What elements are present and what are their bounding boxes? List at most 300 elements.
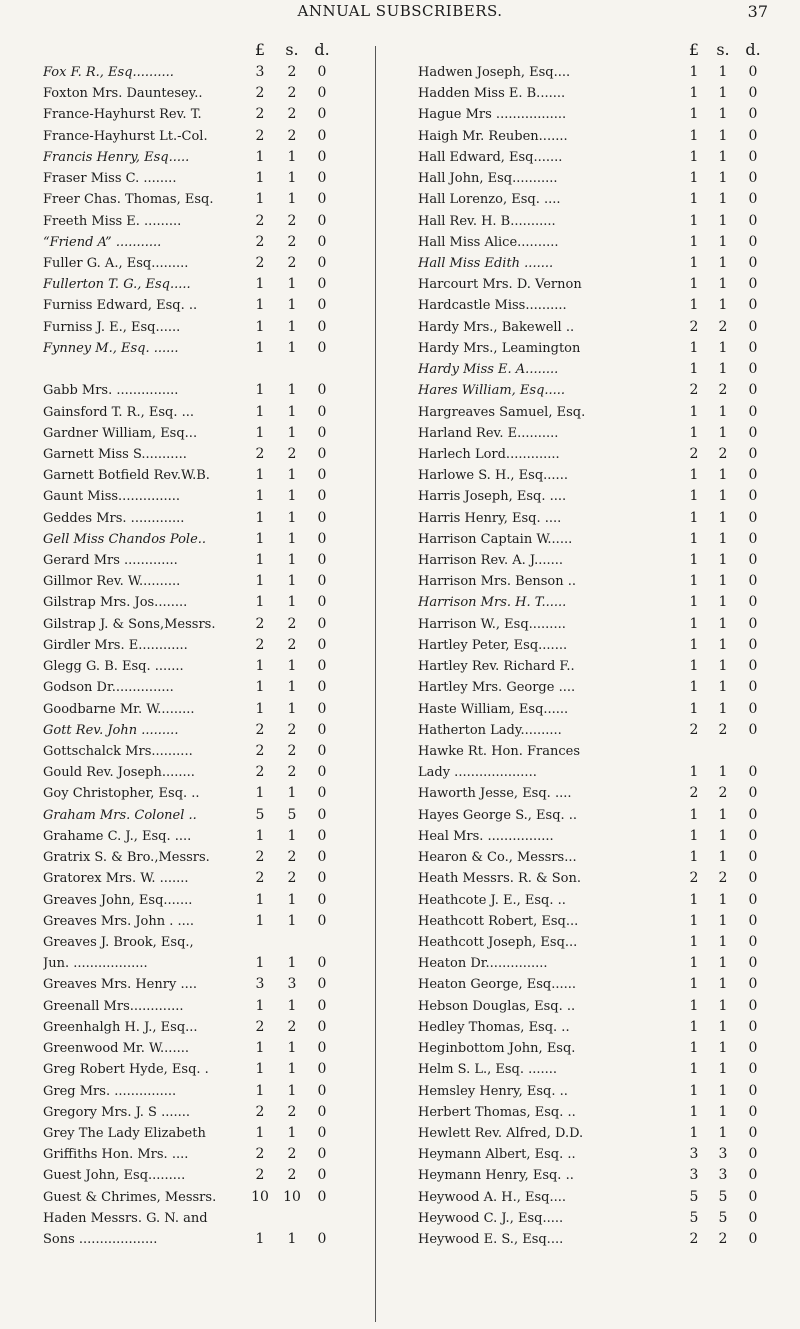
shillings-value: 1 bbox=[718, 1018, 728, 1035]
pence-value: 0 bbox=[317, 148, 327, 165]
subscriber-name: Graham Mrs. Colonel .. bbox=[43, 807, 197, 823]
subscriber-row bbox=[43, 1017, 338, 1038]
pounds-value: 1 bbox=[255, 148, 265, 165]
subscriber-row bbox=[418, 444, 763, 465]
subscriber-row bbox=[418, 423, 763, 444]
subscriber-row bbox=[418, 1208, 763, 1229]
subscriber-row bbox=[418, 911, 763, 932]
subscriber-name: Heaton George, Esq...... bbox=[418, 977, 577, 993]
pence-value: 0 bbox=[748, 127, 758, 144]
subscriber-name: Gott Rev. John ......... bbox=[43, 722, 179, 738]
subscriber-name: Gilstrap J. & Sons,Messrs. bbox=[43, 616, 216, 632]
pounds-value: 1 bbox=[689, 573, 699, 590]
subscriber-row bbox=[43, 1144, 338, 1165]
shillings-value: 1 bbox=[718, 700, 728, 717]
subscriber-name: Girdler Mrs. E............ bbox=[43, 637, 188, 653]
pence-value: 0 bbox=[317, 573, 327, 590]
subscriber-name: Foxton Mrs. Dauntesey.. bbox=[43, 86, 203, 102]
pence-value: 0 bbox=[317, 743, 327, 759]
shillings-value: 2 bbox=[718, 318, 728, 335]
subscriber-name: Greenhalgh H. J., Esq... bbox=[43, 1019, 198, 1035]
pounds-value: 1 bbox=[255, 785, 265, 802]
pounds-value: 2 bbox=[255, 127, 265, 144]
pence-value: 0 bbox=[317, 64, 327, 80]
shillings-value: 1 bbox=[718, 679, 728, 696]
shillings-value: 1 bbox=[287, 318, 297, 335]
pence-value: 0 bbox=[317, 1018, 327, 1035]
pounds-value: 1 bbox=[689, 488, 699, 505]
pence-value: 0 bbox=[317, 764, 327, 781]
shillings-value: 1 bbox=[718, 276, 728, 293]
subscriber-row bbox=[43, 826, 338, 847]
subscriber-name: Freer Chas. Thomas, Esq. bbox=[43, 192, 214, 208]
subscriber-row bbox=[418, 890, 763, 911]
pence-value: 0 bbox=[748, 721, 758, 738]
shillings-value: 1 bbox=[287, 658, 297, 675]
subscriber-name: Harrison W., Esq......... bbox=[418, 616, 566, 632]
pounds-value: 1 bbox=[689, 552, 699, 569]
pence-value: 0 bbox=[748, 594, 758, 611]
subscriber-row bbox=[43, 1038, 338, 1059]
subscriber-row bbox=[43, 592, 338, 613]
pounds-value: 2 bbox=[255, 1167, 265, 1184]
subscriber-row bbox=[418, 826, 763, 847]
subscriber-name: Hardy Miss E. A........ bbox=[418, 362, 559, 378]
subscriber-name: Garnett Botfield Rev.W.B. bbox=[43, 468, 210, 484]
pounds-value: 1 bbox=[255, 382, 265, 399]
pounds-value: 2 bbox=[689, 785, 699, 802]
subscriber-row bbox=[43, 762, 338, 783]
subscriber-name: Herbert Thomas, Esq. .. bbox=[418, 1104, 576, 1120]
pounds-value: 1 bbox=[689, 636, 699, 653]
subscriber-name: Lady .................... bbox=[418, 765, 537, 781]
pence-value: 0 bbox=[317, 806, 327, 823]
subscriber-row bbox=[43, 911, 338, 932]
pence-value: 0 bbox=[748, 764, 758, 781]
pence-value: 0 bbox=[317, 785, 327, 802]
shillings-value: 2 bbox=[287, 849, 297, 866]
shillings-value: 2 bbox=[718, 721, 728, 738]
subscriber-row bbox=[418, 699, 763, 720]
shillings-value: 1 bbox=[718, 912, 728, 929]
shillings-value: 1 bbox=[718, 1124, 728, 1141]
subscriber-row bbox=[418, 1144, 763, 1165]
pence-value: 0 bbox=[748, 785, 758, 802]
subscriber-row bbox=[418, 211, 763, 232]
pounds-value: 3 bbox=[689, 1167, 699, 1184]
shillings-value: 1 bbox=[287, 488, 297, 505]
subscriber-name: Gratorex Mrs. W. ....... bbox=[43, 871, 189, 887]
subscriber-row bbox=[418, 380, 763, 401]
subscriber-row bbox=[418, 1165, 763, 1186]
pounds-value: 1 bbox=[689, 1040, 699, 1057]
shillings-value: 1 bbox=[287, 191, 297, 208]
pounds-value: 2 bbox=[255, 1018, 265, 1035]
pence-value: 0 bbox=[748, 233, 758, 250]
subscriber-row bbox=[43, 1081, 338, 1102]
pounds-value: 1 bbox=[255, 530, 265, 547]
shillings-value: 1 bbox=[287, 594, 297, 611]
subscriber-row bbox=[418, 847, 763, 868]
subscriber-name: Haworth Jesse, Esq. .... bbox=[418, 786, 572, 802]
shillings-value: 1 bbox=[718, 1082, 728, 1099]
subscriber-name: Hemsley Henry, Esq. .. bbox=[418, 1083, 568, 1099]
shillings-value: 1 bbox=[718, 403, 728, 420]
subscriber-row bbox=[418, 83, 763, 104]
subscriber-name: Heath Messrs. R. & Son. bbox=[418, 871, 582, 887]
pounds-value: 2 bbox=[689, 721, 699, 738]
shillings-value: 1 bbox=[718, 891, 728, 908]
shillings-value: 2 bbox=[287, 1103, 297, 1120]
subscriber-row bbox=[418, 359, 763, 380]
shillings-value: 2 bbox=[287, 1018, 297, 1035]
subscriber-name: Heathcote J. E., Esq. .. bbox=[418, 892, 566, 908]
subscriber-name: Greg Mrs. ............... bbox=[43, 1083, 177, 1099]
subscriber-row bbox=[418, 253, 763, 274]
subscriber-name: Gerard Mrs ............. bbox=[43, 553, 178, 569]
subscriber-name: Glegg G. B. Esq. ....... bbox=[43, 659, 184, 675]
pounds-value: 1 bbox=[689, 594, 699, 611]
subscriber-row bbox=[43, 359, 338, 380]
pence-value: 0 bbox=[317, 318, 327, 335]
pence-value: 0 bbox=[317, 658, 327, 675]
pence-value: 0 bbox=[748, 106, 758, 123]
subscriber-name: Hartley Rev. Richard F.. bbox=[418, 659, 575, 675]
subscriber-row bbox=[43, 953, 338, 974]
pence-value: 0 bbox=[317, 212, 327, 229]
pounds-value: 1 bbox=[689, 997, 699, 1014]
subscriber-row bbox=[43, 508, 338, 529]
pounds-value: 1 bbox=[255, 276, 265, 293]
pounds-value: 2 bbox=[255, 1103, 265, 1120]
pence-value: 0 bbox=[317, 615, 327, 632]
pounds-value: 1 bbox=[689, 148, 699, 165]
pounds-value: 5 bbox=[255, 806, 265, 823]
pounds-value: 1 bbox=[689, 361, 699, 378]
shillings-value: 1 bbox=[287, 912, 297, 929]
pounds-value: 1 bbox=[689, 509, 699, 526]
pounds-value: 3 bbox=[255, 976, 265, 993]
subscriber-name: Hares William, Esq..... bbox=[418, 383, 566, 399]
shillings-value: 2 bbox=[287, 743, 297, 759]
shillings-value: 2 bbox=[718, 1231, 728, 1248]
subscriber-row bbox=[418, 1017, 763, 1038]
pence-value: 0 bbox=[317, 424, 327, 441]
subscriber-name: France-Hayhurst Lt.-Col. bbox=[43, 128, 208, 144]
subscriber-row bbox=[43, 868, 338, 889]
shillings-value: 1 bbox=[718, 148, 728, 165]
subscriber-row bbox=[43, 1059, 338, 1080]
pounds-value: 1 bbox=[689, 912, 699, 929]
subscriber-name: Heywood E. S., Esq.... bbox=[418, 1232, 564, 1248]
shillings-value: 1 bbox=[718, 636, 728, 653]
subscriber-name: Hargreaves Samuel, Esq. bbox=[418, 404, 586, 420]
subscriber-column-right bbox=[418, 40, 763, 1250]
subscriber-name: Harris Henry, Esq. .... bbox=[418, 510, 562, 526]
pounds-value: 1 bbox=[689, 827, 699, 844]
subscriber-name: Greenall Mrs............. bbox=[43, 998, 184, 1014]
subscriber-row bbox=[418, 338, 763, 359]
subscriber-row bbox=[43, 741, 338, 762]
subscriber-row bbox=[43, 104, 338, 125]
pounds-value: 1 bbox=[689, 339, 699, 356]
pounds-value: 1 bbox=[255, 1124, 265, 1141]
pence-value: 0 bbox=[317, 721, 327, 738]
subscriber-row bbox=[418, 996, 763, 1017]
pounds-value: 1 bbox=[689, 403, 699, 420]
pence-value: 0 bbox=[748, 806, 758, 823]
subscriber-row bbox=[43, 402, 338, 423]
subscriber-row bbox=[418, 974, 763, 995]
shillings-value: 5 bbox=[718, 1188, 728, 1205]
pence-value: 0 bbox=[748, 827, 758, 844]
subscriber-name: Garnett Miss S........... bbox=[43, 446, 187, 462]
subscriber-row bbox=[418, 168, 763, 189]
subscriber-row bbox=[418, 550, 763, 571]
pounds-value: 2 bbox=[255, 615, 265, 632]
subscriber-row bbox=[43, 274, 338, 295]
subscriber-name: Haste William, Esq...... bbox=[418, 701, 569, 717]
pounds-value: 1 bbox=[689, 212, 699, 229]
pence-value: 0 bbox=[748, 1146, 758, 1163]
pounds-value: 2 bbox=[255, 743, 265, 759]
shillings-value: 2 bbox=[718, 870, 728, 887]
pence-value: 0 bbox=[748, 424, 758, 441]
subscriber-row bbox=[418, 402, 763, 423]
column-divider bbox=[375, 46, 376, 1322]
shillings-value: 2 bbox=[287, 85, 297, 102]
shillings-value: 1 bbox=[718, 191, 728, 208]
subscriber-name: Hatherton Lady.......... bbox=[418, 722, 562, 738]
subscriber-name: Gaunt Miss............... bbox=[43, 489, 181, 505]
shillings-value: 10 bbox=[283, 1188, 301, 1205]
shillings-value: 1 bbox=[287, 573, 297, 590]
pounds-value: 1 bbox=[255, 424, 265, 441]
pounds-value: 2 bbox=[255, 849, 265, 866]
pence-value: 0 bbox=[748, 530, 758, 547]
shillings-value: 1 bbox=[287, 1231, 297, 1248]
pence-value: 0 bbox=[317, 509, 327, 526]
pounds-value: 2 bbox=[255, 233, 265, 250]
shillings-value: 2 bbox=[287, 254, 297, 271]
pence-header: d. bbox=[314, 40, 330, 59]
subscriber-row bbox=[43, 1208, 338, 1229]
pence-value: 0 bbox=[317, 530, 327, 547]
shillings-value: 1 bbox=[718, 573, 728, 590]
shillings-value: 1 bbox=[718, 658, 728, 675]
pence-value: 0 bbox=[748, 933, 758, 950]
subscriber-row bbox=[43, 656, 338, 677]
pounds-value: 1 bbox=[255, 318, 265, 335]
pounds-value: 1 bbox=[255, 467, 265, 484]
shillings-value: 1 bbox=[287, 148, 297, 165]
pence-value: 0 bbox=[317, 997, 327, 1014]
shillings-value: 2 bbox=[718, 445, 728, 462]
shillings-value: 2 bbox=[718, 382, 728, 399]
page-header bbox=[0, 0, 800, 40]
pence-value: 0 bbox=[748, 1018, 758, 1035]
pounds-value: 1 bbox=[689, 679, 699, 696]
subscriber-row bbox=[418, 741, 763, 762]
subscriber-row bbox=[43, 847, 338, 868]
subscriber-name: Hall Edward, Esq....... bbox=[418, 149, 563, 165]
pounds-value: 1 bbox=[689, 170, 699, 187]
subscriber-row bbox=[43, 168, 338, 189]
currency-header-right bbox=[418, 40, 763, 62]
shillings-value: 1 bbox=[718, 955, 728, 972]
pounds-value: 1 bbox=[255, 191, 265, 208]
pence-header: d. bbox=[745, 40, 761, 59]
shillings-value: 1 bbox=[287, 700, 297, 717]
shillings-value: 1 bbox=[287, 1082, 297, 1099]
pounds-value: 3 bbox=[255, 64, 265, 80]
subscriber-name: Hawke Rt. Hon. Frances bbox=[418, 744, 580, 759]
pence-value: 0 bbox=[748, 445, 758, 462]
pence-value: 0 bbox=[317, 1146, 327, 1163]
subscriber-row bbox=[43, 423, 338, 444]
shillings-value: 1 bbox=[718, 254, 728, 271]
subscriber-name: Gell Miss Chandos Pole.. bbox=[43, 531, 207, 547]
shillings-value: 1 bbox=[718, 64, 728, 80]
subscriber-row bbox=[43, 932, 338, 953]
shillings-value: 1 bbox=[287, 339, 297, 356]
pounds-value: 1 bbox=[255, 403, 265, 420]
pence-value: 0 bbox=[317, 339, 327, 356]
page-title: ANNUAL SUBSCRIBERS. bbox=[297, 2, 503, 20]
pounds-value: 1 bbox=[255, 827, 265, 844]
page-number: 37 bbox=[747, 2, 768, 21]
shillings-value: 1 bbox=[287, 424, 297, 441]
subscriber-name: Hardy Mrs., Bakewell .. bbox=[418, 319, 575, 335]
pence-value: 0 bbox=[317, 1231, 327, 1248]
subscriber-row bbox=[418, 1102, 763, 1123]
pounds-value: 1 bbox=[689, 85, 699, 102]
pounds-value: 1 bbox=[689, 1018, 699, 1035]
pence-value: 0 bbox=[748, 552, 758, 569]
subscriber-name: Guest John, Esq......... bbox=[43, 1168, 186, 1184]
pence-value: 0 bbox=[748, 700, 758, 717]
pounds-value: 1 bbox=[689, 976, 699, 993]
subscriber-row bbox=[43, 996, 338, 1017]
pounds-value: 1 bbox=[255, 1082, 265, 1099]
subscriber-row bbox=[43, 380, 338, 401]
subscriber-name: Gilstrap Mrs. Jos........ bbox=[43, 595, 188, 611]
subscriber-name: Gould Rev. Joseph........ bbox=[43, 765, 195, 781]
pounds-value: 1 bbox=[689, 1103, 699, 1120]
subscriber-name: Fynney M., Esq. ...... bbox=[43, 340, 179, 356]
pounds-value: 1 bbox=[689, 1082, 699, 1099]
subscriber-list-right bbox=[418, 62, 763, 1250]
subscriber-name: Harland Rev. E.......... bbox=[418, 425, 559, 441]
subscriber-name: Gillmor Rev. W.......... bbox=[43, 574, 181, 590]
subscriber-row bbox=[43, 550, 338, 571]
subscriber-name: Heathcott Joseph, Esq... bbox=[418, 934, 578, 950]
subscriber-name: Helm S. L., Esq. ....... bbox=[418, 1062, 558, 1078]
subscriber-name: Sons ................... bbox=[43, 1232, 158, 1248]
subscriber-name: Greg Robert Hyde, Esq. . bbox=[43, 1062, 209, 1078]
subscriber-name: Greaves John, Esq....... bbox=[43, 892, 193, 908]
shillings-value: 2 bbox=[718, 785, 728, 802]
subscriber-row bbox=[43, 974, 338, 995]
shillings-value: 1 bbox=[718, 976, 728, 993]
pence-value: 0 bbox=[748, 1061, 758, 1078]
subscriber-name: Harrison Rev. A. J....... bbox=[418, 553, 564, 569]
pence-value: 0 bbox=[317, 1103, 327, 1120]
pence-value: 0 bbox=[748, 1209, 758, 1226]
subscriber-row bbox=[418, 868, 763, 889]
pounds-value: 1 bbox=[255, 573, 265, 590]
subscriber-name: Hadden Miss E. B....... bbox=[418, 86, 566, 102]
shillings-value: 1 bbox=[287, 297, 297, 314]
subscriber-name: Grey The Lady Elizabeth bbox=[43, 1125, 206, 1141]
pounds-header: £ bbox=[254, 40, 266, 59]
subscriber-row bbox=[418, 1081, 763, 1102]
subscriber-name: Harcourt Mrs. D. Vernon bbox=[418, 277, 582, 293]
subscriber-row bbox=[43, 1123, 338, 1144]
subscriber-name: Haden Messrs. G. N. and bbox=[43, 1210, 208, 1226]
shillings-value: 1 bbox=[718, 933, 728, 950]
subscriber-name: Hall Rev. H. B........... bbox=[418, 213, 556, 229]
subscriber-row bbox=[418, 614, 763, 635]
shillings-value: 1 bbox=[718, 297, 728, 314]
subscriber-name: Greenwood Mr. W....... bbox=[43, 1041, 189, 1057]
subscriber-row bbox=[43, 486, 338, 507]
shillings-value: 2 bbox=[287, 127, 297, 144]
subscriber-row bbox=[418, 274, 763, 295]
subscriber-name: Heaton Dr............... bbox=[418, 956, 548, 972]
subscriber-name: Hardy Mrs., Leamington bbox=[418, 340, 581, 356]
pounds-value: 1 bbox=[689, 891, 699, 908]
subscriber-row bbox=[418, 953, 763, 974]
subscriber-name: Heymann Henry, Esq. .. bbox=[418, 1168, 574, 1184]
subscriber-name: Geddes Mrs. ............. bbox=[43, 510, 185, 526]
shillings-value: 1 bbox=[287, 785, 297, 802]
subscriber-row bbox=[43, 232, 338, 253]
shillings-value: 1 bbox=[718, 849, 728, 866]
subscriber-name: France-Hayhurst Rev. T. bbox=[43, 107, 202, 123]
subscriber-name: Heywood C. J., Esq..... bbox=[418, 1210, 564, 1226]
pounds-value: 2 bbox=[689, 445, 699, 462]
subscriber-name: Gardner William, Esq... bbox=[43, 425, 198, 441]
pounds-value: 1 bbox=[689, 276, 699, 293]
subscriber-row bbox=[418, 932, 763, 953]
pence-value: 0 bbox=[748, 573, 758, 590]
subscriber-row bbox=[43, 783, 338, 804]
pence-value: 0 bbox=[317, 827, 327, 844]
shillings-value: 1 bbox=[718, 212, 728, 229]
pence-value: 0 bbox=[748, 509, 758, 526]
pence-value: 0 bbox=[748, 1040, 758, 1057]
pence-value: 0 bbox=[748, 849, 758, 866]
pence-value: 0 bbox=[748, 870, 758, 887]
subscriber-row bbox=[418, 529, 763, 550]
shillings-value: 1 bbox=[718, 552, 728, 569]
pence-value: 0 bbox=[748, 382, 758, 399]
pounds-value: 1 bbox=[255, 955, 265, 972]
pence-value: 0 bbox=[317, 1061, 327, 1078]
subscriber-row bbox=[418, 783, 763, 804]
shillings-value: 2 bbox=[287, 106, 297, 123]
subscriber-row bbox=[43, 317, 338, 338]
pounds-value: 1 bbox=[689, 1061, 699, 1078]
subscriber-row bbox=[418, 1123, 763, 1144]
pence-value: 0 bbox=[748, 1231, 758, 1248]
subscriber-row bbox=[418, 656, 763, 677]
subscriber-name: Goy Christopher, Esq. .. bbox=[43, 786, 200, 802]
pounds-value: 2 bbox=[255, 254, 265, 271]
subscriber-name: Francis Henry, Esq..... bbox=[43, 149, 190, 165]
subscriber-name: Hartley Peter, Esq....... bbox=[418, 637, 568, 653]
